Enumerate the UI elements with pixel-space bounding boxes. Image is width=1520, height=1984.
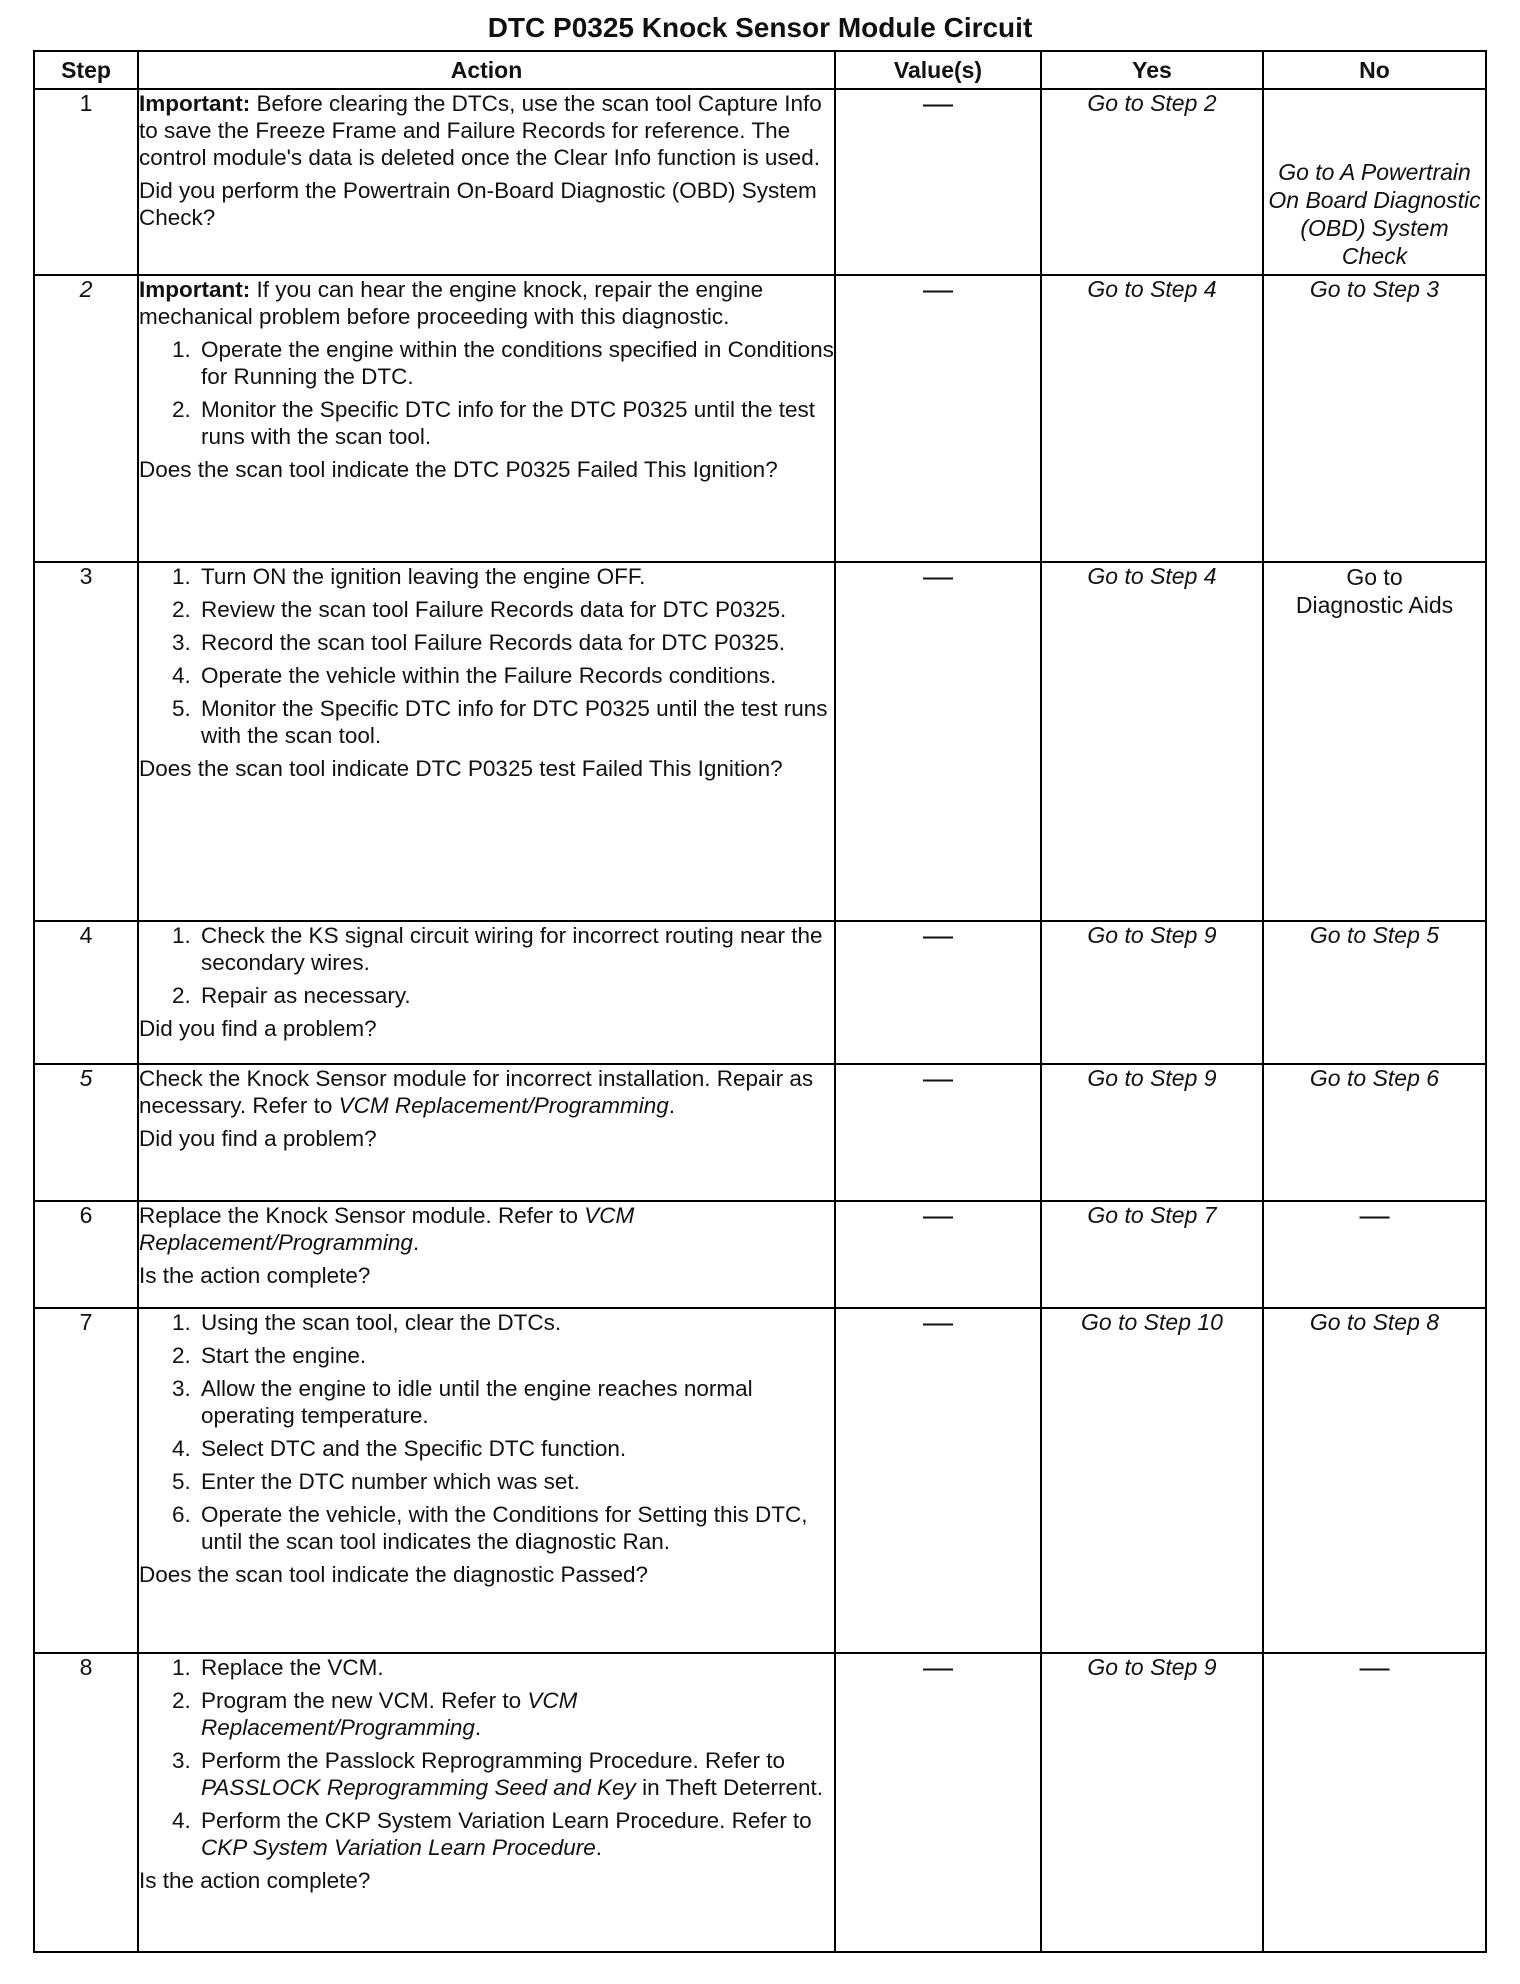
procedure-item: 2. Monitor the Specific DTC info for the DTC P0325 until the test runs with the scan tool. bbox=[197, 396, 834, 450]
header-no: No bbox=[1263, 51, 1486, 89]
action-cell bbox=[138, 1308, 835, 1653]
reference-link[interactable]: VCM Replacement/Programming bbox=[139, 1203, 635, 1255]
yes-cell bbox=[1041, 1201, 1263, 1308]
no-cell bbox=[1263, 275, 1486, 562]
procedure-item: 1. Operate the engine within the conditions specified in Conditions for Running the DTC. bbox=[197, 336, 834, 390]
yes-link[interactable]: Go to Step 9 bbox=[1087, 1654, 1217, 1680]
table-row bbox=[34, 1308, 1486, 1653]
value-cell: — bbox=[835, 562, 1041, 921]
procedure-text: Perform the CKP System Variation Learn Procedure. Refer to bbox=[201, 1808, 812, 1833]
yes-cell bbox=[1041, 89, 1263, 275]
value-cell: — bbox=[835, 1653, 1041, 1952]
step-number: 4 bbox=[34, 921, 138, 1064]
page-title: DTC P0325 Knock Sensor Module Circuit bbox=[487, 12, 1033, 43]
header-yes: Yes bbox=[1041, 51, 1263, 89]
important-label: Important: bbox=[139, 91, 251, 116]
procedure-item bbox=[197, 1687, 834, 1741]
table-row bbox=[34, 275, 1486, 562]
procedure-item bbox=[197, 1807, 834, 1861]
procedure-item: 6. Operate the vehicle, with the Conditions for Setting this DTC, until the scan tool indicates the diagnostic Ran. bbox=[197, 1501, 834, 1555]
header-action: Action bbox=[138, 51, 835, 89]
table-row bbox=[34, 1653, 1486, 1952]
yes-link[interactable]: Go to Step 2 bbox=[1087, 90, 1217, 116]
procedure-item bbox=[197, 1747, 834, 1801]
procedure-item: 2. Repair as necessary. bbox=[197, 982, 834, 1009]
reference-link[interactable]: CKP System Variation Learn Procedure bbox=[201, 1835, 596, 1860]
procedure-item: 2. Start the engine. bbox=[197, 1342, 834, 1369]
no-cell bbox=[1263, 921, 1486, 1064]
important-label: Important: bbox=[139, 277, 251, 302]
yes-link[interactable]: Go to Step 4 bbox=[1087, 276, 1217, 302]
value-cell: — bbox=[835, 89, 1041, 275]
important-note bbox=[139, 276, 834, 330]
value-cell: — bbox=[835, 1064, 1041, 1201]
no-cell bbox=[1263, 89, 1486, 275]
yes-link[interactable]: Go to Step 9 bbox=[1087, 922, 1217, 948]
no-link[interactable]: Go to Step 6 bbox=[1309, 1065, 1440, 1091]
value-cell: — bbox=[835, 921, 1041, 1064]
value-cell: — bbox=[835, 1201, 1041, 1308]
no-link[interactable] bbox=[1264, 563, 1485, 619]
procedure-item: 3. Allow the engine to idle until the engine reaches normal operating temperature. bbox=[197, 1375, 834, 1429]
yes-cell bbox=[1041, 1064, 1263, 1201]
value-cell: — bbox=[835, 1308, 1041, 1653]
instruction-text bbox=[139, 1065, 834, 1119]
reference-link[interactable]: VCM Replacement/Programming bbox=[201, 1688, 578, 1740]
action-cell bbox=[138, 562, 835, 921]
instruction-body: Check the Knock Sensor module for incorrect installation. Repair as necessary. Refer to bbox=[139, 1066, 814, 1118]
important-text: Before clearing the DTCs, use the scan tool Capture Info to save the Freeze Frame and Failure Records for reference. The control module's data is deleted once the Clear Info function is used. bbox=[139, 91, 822, 170]
procedure-item: 1. Check the KS signal circuit wiring for incorrect routing near the secondary wires. bbox=[197, 922, 834, 976]
reference-link[interactable]: PASSLOCK Reprogramming Seed and Key bbox=[201, 1775, 636, 1800]
question: Does the scan tool indicate DTC P0325 test Failed This Ignition? bbox=[139, 756, 783, 781]
important-note bbox=[139, 90, 834, 171]
action-cell bbox=[138, 1653, 835, 1952]
yes-link[interactable]: Go to Step 4 bbox=[1087, 563, 1217, 589]
step-number: 1 bbox=[34, 89, 138, 275]
procedure-item: 2. Review the scan tool Failure Records data for DTC P0325. bbox=[197, 596, 834, 623]
procedure-item: 1. Replace the VCM. bbox=[197, 1654, 834, 1681]
no-cell: — bbox=[1263, 1201, 1486, 1308]
procedure-item: 1. Using the scan tool, clear the DTCs. bbox=[197, 1309, 834, 1336]
action-cell bbox=[138, 89, 835, 275]
procedure-item: 4. Operate the vehicle within the Failure Records conditions. bbox=[197, 662, 834, 689]
procedure-item: 5. Enter the DTC number which was set. bbox=[197, 1468, 834, 1495]
question: Does the scan tool indicate the DTC P0325 Failed This Ignition? bbox=[139, 457, 778, 482]
no-link-line2: Diagnostic Aids bbox=[1295, 592, 1454, 618]
table-row bbox=[34, 921, 1486, 1064]
no-link[interactable]: Go to Step 8 bbox=[1309, 1309, 1440, 1335]
no-link[interactable]: Go to Step 3 bbox=[1309, 276, 1440, 302]
table-row bbox=[34, 1201, 1486, 1308]
diagnostic-table bbox=[33, 50, 1487, 1953]
question: Did you find a problem? bbox=[139, 1016, 377, 1041]
yes-link[interactable]: Go to Step 7 bbox=[1087, 1202, 1217, 1228]
procedure-list bbox=[139, 1309, 834, 1555]
important-text: If you can hear the engine knock, repair the engine mechanical problem before proceeding with this diagnostic. bbox=[139, 277, 764, 329]
action-cell bbox=[138, 921, 835, 1064]
yes-link[interactable]: Go to Step 9 bbox=[1087, 1065, 1217, 1091]
question: Is the action complete? bbox=[139, 1263, 371, 1288]
procedure-item: 4. Select DTC and the Specific DTC function. bbox=[197, 1435, 834, 1462]
question: Did you perform the Powertrain On-Board Diagnostic (OBD) System Check? bbox=[139, 178, 817, 230]
table-row bbox=[34, 562, 1486, 921]
reference-link[interactable]: VCM Replacement/Programming bbox=[338, 1093, 669, 1118]
table-row bbox=[34, 89, 1486, 275]
no-cell bbox=[1263, 562, 1486, 921]
no-link[interactable] bbox=[1264, 158, 1485, 270]
procedure-item: 5. Monitor the Specific DTC info for DTC P0325 until the test runs with the scan tool. bbox=[197, 695, 834, 749]
yes-cell bbox=[1041, 275, 1263, 562]
action-cell bbox=[138, 1064, 835, 1201]
procedure-period: . bbox=[595, 1835, 603, 1860]
instruction-body: Replace the Knock Sensor module. Refer to bbox=[139, 1203, 585, 1228]
header-step: Step bbox=[34, 51, 138, 89]
value-cell: — bbox=[835, 275, 1041, 562]
procedure-text-end: in Theft Deterrent. bbox=[635, 1775, 823, 1800]
no-link-prefix: Go to bbox=[1278, 159, 1340, 185]
action-cell bbox=[138, 275, 835, 562]
procedure-list bbox=[139, 563, 834, 749]
procedure-item: 3. Record the scan tool Failure Records data for DTC P0325. bbox=[197, 629, 834, 656]
action-cell bbox=[138, 1201, 835, 1308]
instruction-text bbox=[139, 1202, 834, 1256]
header-values: Value(s) bbox=[835, 51, 1041, 89]
step-number: 8 bbox=[34, 1653, 138, 1952]
step-number: 2 bbox=[34, 275, 138, 562]
question: Is the action complete? bbox=[139, 1868, 371, 1893]
step-number: 7 bbox=[34, 1308, 138, 1653]
yes-cell bbox=[1041, 1653, 1263, 1952]
yes-cell bbox=[1041, 1308, 1263, 1653]
step-number: 3 bbox=[34, 562, 138, 921]
question: Does the scan tool indicate the diagnostic Passed? bbox=[139, 1562, 649, 1587]
no-cell bbox=[1263, 1308, 1486, 1653]
procedure-list bbox=[139, 1654, 834, 1861]
no-cell bbox=[1263, 1064, 1486, 1201]
yes-cell bbox=[1041, 921, 1263, 1064]
step-number: 5 bbox=[34, 1064, 138, 1201]
procedure-period: . bbox=[474, 1715, 482, 1740]
yes-link[interactable]: Go to Step 10 bbox=[1081, 1309, 1223, 1335]
yes-cell bbox=[1041, 562, 1263, 921]
procedure-item: 1. Turn ON the ignition leaving the engine OFF. bbox=[197, 563, 834, 590]
table-row bbox=[34, 1064, 1486, 1201]
table-header-row bbox=[34, 51, 1486, 89]
procedure-list bbox=[139, 922, 834, 1009]
instruction-period: . bbox=[412, 1230, 420, 1255]
no-link-target: A Powertrain On Board Diagnostic (OBD) System Check bbox=[1268, 159, 1481, 269]
step-number: 6 bbox=[34, 1201, 138, 1308]
procedure-text: Perform the Passlock Reprogramming Procedure. Refer to bbox=[201, 1748, 785, 1773]
no-cell: — bbox=[1263, 1653, 1486, 1952]
question: Did you find a problem? bbox=[139, 1126, 377, 1151]
instruction-period: . bbox=[668, 1093, 676, 1118]
no-link-line1: Go to bbox=[1346, 564, 1403, 590]
procedure-list bbox=[139, 336, 834, 450]
procedure-text: Program the new VCM. Refer to bbox=[201, 1688, 528, 1713]
no-link[interactable]: Go to Step 5 bbox=[1309, 922, 1440, 948]
